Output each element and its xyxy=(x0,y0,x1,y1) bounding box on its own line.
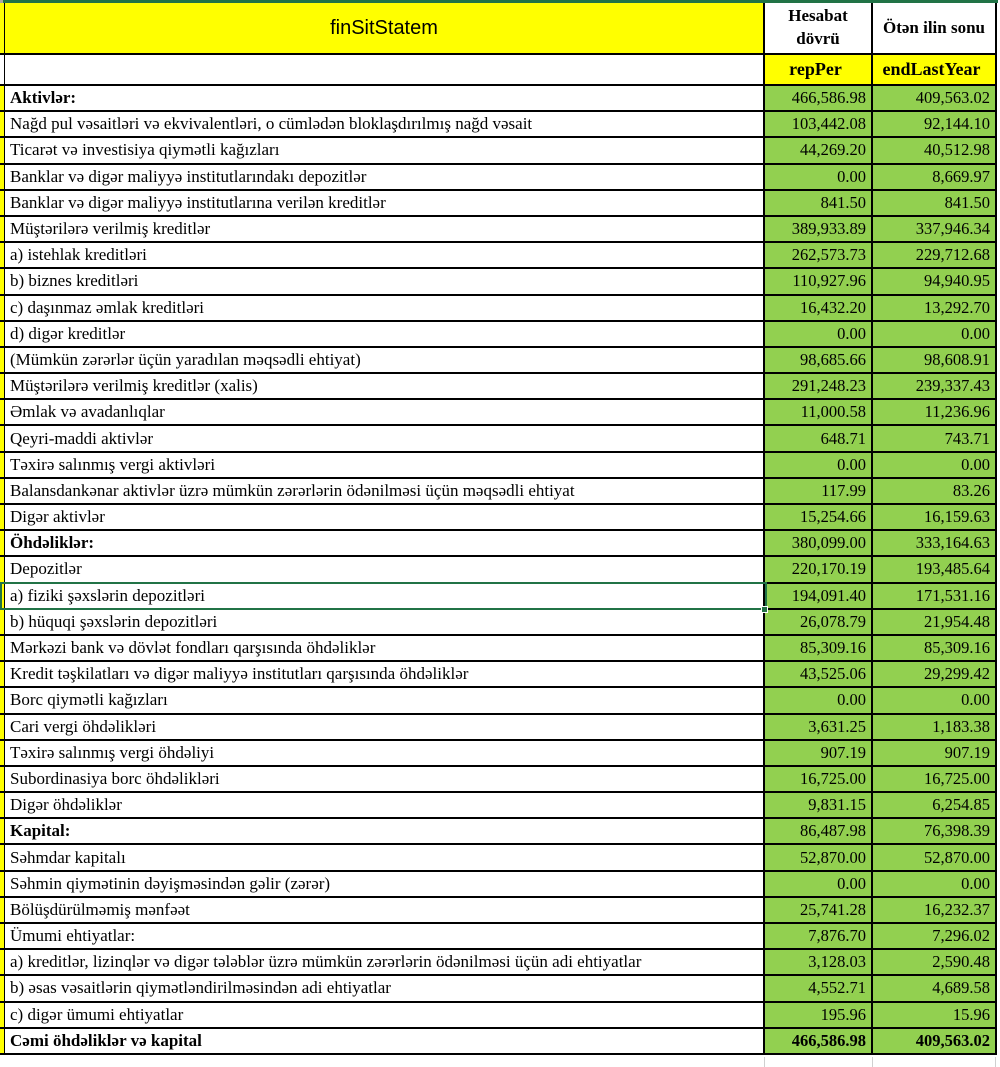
row-label-cell[interactable]: Öhdəliklər: xyxy=(5,531,765,555)
reporting-period-value-cell[interactable]: 389,933.89 xyxy=(765,217,873,241)
reporting-period-value-cell[interactable]: 841.50 xyxy=(765,191,873,215)
reporting-period-value-cell[interactable]: 11,000.58 xyxy=(765,400,873,424)
table-row xyxy=(0,374,997,400)
reporting-period-value-cell[interactable]: 466,586.98 xyxy=(765,86,873,110)
table-row xyxy=(0,976,997,1002)
end-last-year-value-cell[interactable]: 21,954.48 xyxy=(873,610,997,634)
reporting-period-value-cell[interactable]: 0.00 xyxy=(765,322,873,346)
reporting-period-value-cell[interactable]: 648.71 xyxy=(765,426,873,450)
reporting-period-value-cell[interactable]: 26,078.79 xyxy=(765,610,873,634)
end-last-year-value-cell[interactable]: 229,712.68 xyxy=(873,243,997,267)
end-last-year-value-cell[interactable]: 0.00 xyxy=(873,688,997,712)
table-row xyxy=(0,1003,997,1029)
end-last-year-value-cell[interactable]: 2,590.48 xyxy=(873,950,997,974)
reporting-period-value-cell[interactable]: 98,685.66 xyxy=(765,348,873,372)
end-last-year-value-cell[interactable]: 409,563.02 xyxy=(873,1029,997,1053)
row-label-cell[interactable]: Banklar və digər maliyyə institutlarındakı depozitlər xyxy=(5,165,765,189)
reporting-period-value-cell[interactable]: 52,870.00 xyxy=(765,845,873,869)
reporting-period-value-cell[interactable]: 3,128.03 xyxy=(765,950,873,974)
row-label-cell[interactable]: Banklar və digər maliyyə institutlarına verilən kreditlər xyxy=(5,191,765,215)
row-label-cell[interactable]: Aktivlər: xyxy=(5,86,765,110)
table-row xyxy=(0,191,997,217)
reporting-period-value-cell[interactable]: 194,091.40 xyxy=(765,584,873,608)
end-last-year-value-cell[interactable]: 841.50 xyxy=(873,191,997,215)
table-row xyxy=(0,819,997,845)
end-last-year-value-cell[interactable]: 0.00 xyxy=(873,453,997,477)
table-row xyxy=(0,426,997,452)
end-last-year-value-cell[interactable]: 0.00 xyxy=(873,322,997,346)
row-label-cell[interactable]: Cari vergi öhdəlikləri xyxy=(5,715,765,739)
end-last-year-value-cell[interactable]: 743.71 xyxy=(873,426,997,450)
table-row xyxy=(0,636,997,662)
gridline xyxy=(995,1057,996,1067)
end-last-year-value-cell[interactable]: 98,608.91 xyxy=(873,348,997,372)
table-row xyxy=(0,924,997,950)
end-last-year-value-cell[interactable]: 7,296.02 xyxy=(873,924,997,948)
table-row xyxy=(0,872,997,898)
table-row xyxy=(0,165,997,191)
table-row xyxy=(0,950,997,976)
row-label-cell[interactable]: Qeyri-maddi aktivlər xyxy=(5,426,765,450)
table-title: finSitStatem xyxy=(330,16,438,39)
table-row xyxy=(0,688,997,714)
reporting-period-value-cell[interactable]: 291,248.23 xyxy=(765,374,873,398)
code-header-end-last-year[interactable]: endLastYear xyxy=(873,55,997,84)
header-row xyxy=(0,3,997,55)
col-header-end-last-year[interactable]: Ötən ilin sonu xyxy=(873,3,997,53)
table-row xyxy=(0,898,997,924)
reporting-period-value-cell[interactable]: 0.00 xyxy=(765,872,873,896)
row-label-cell[interactable]: Digər aktivlər xyxy=(5,505,765,529)
table-row xyxy=(0,479,997,505)
reporting-period-value-cell[interactable]: 0.00 xyxy=(765,688,873,712)
table-row xyxy=(0,322,997,348)
row-label-cell[interactable]: (Mümkün zərərlər üçün yaradılan məqsədli ehtiyat) xyxy=(5,348,765,372)
row-label-cell[interactable]: a) kreditlər, lizinqlər və digər tələblər üzrə mümkün zərərlərin ödənilməsi üçün adi ehtiyatlar xyxy=(5,950,765,974)
row-label-cell[interactable]: Təxirə salınmış vergi öhdəliyi xyxy=(5,741,765,765)
table-row xyxy=(0,217,997,243)
reporting-period-value-cell[interactable]: 380,099.00 xyxy=(765,531,873,555)
end-last-year-value-cell[interactable]: 239,337.43 xyxy=(873,374,997,398)
col-header-reporting-period[interactable]: Hesabat dövrü xyxy=(765,3,873,53)
reporting-period-value-cell[interactable]: 15,254.66 xyxy=(765,505,873,529)
end-last-year-value-cell[interactable]: 15.96 xyxy=(873,1003,997,1027)
row-label-cell[interactable]: Cəmi öhdəliklər və kapital xyxy=(5,1029,765,1053)
end-last-year-value-cell[interactable]: 16,232.37 xyxy=(873,898,997,922)
table-row xyxy=(0,715,997,741)
table-row xyxy=(0,269,997,295)
reporting-period-value-cell[interactable]: 7,876.70 xyxy=(765,924,873,948)
reporting-period-value-cell[interactable]: 44,269.20 xyxy=(765,138,873,162)
row-label-cell[interactable]: Bölüşdürülməmiş mənfəət xyxy=(5,898,765,922)
table-row xyxy=(0,584,997,610)
row-label-cell[interactable]: Ticarət və investisiya qiymətli kağızları xyxy=(5,138,765,162)
end-last-year-value-cell[interactable]: 92,144.10 xyxy=(873,112,997,136)
row-label-cell[interactable]: Əmlak və avadanlıqlar xyxy=(5,400,765,424)
table-row xyxy=(0,348,997,374)
row-label-cell[interactable]: b) biznes kreditləri xyxy=(5,269,765,293)
row-label-cell[interactable]: Səhmin qiymətinin dəyişməsindən gəlir (zərər) xyxy=(5,872,765,896)
table-row xyxy=(0,793,997,819)
rows-container xyxy=(0,86,997,1055)
table-row xyxy=(0,662,997,688)
end-last-year-value-cell[interactable]: 333,164.63 xyxy=(873,531,997,555)
code-header-row xyxy=(0,55,997,86)
row-label-cell[interactable]: Müştərilərə verilmiş kreditlər xyxy=(5,217,765,241)
table-row xyxy=(0,86,997,112)
row-label-cell[interactable]: a) istehlak kreditləri xyxy=(5,243,765,267)
row-label-cell[interactable]: a) fiziki şəxslərin depozitləri xyxy=(5,584,765,608)
reporting-period-value-cell[interactable]: 0.00 xyxy=(765,165,873,189)
end-last-year-value-cell[interactable]: 85,309.16 xyxy=(873,636,997,660)
empty-cell[interactable] xyxy=(5,55,765,84)
table-row xyxy=(0,845,997,871)
end-last-year-value-cell[interactable]: 76,398.39 xyxy=(873,819,997,843)
row-label-cell[interactable]: c) daşınmaz əmlak kreditləri xyxy=(5,296,765,320)
end-last-year-value-cell[interactable]: 8,669.97 xyxy=(873,165,997,189)
row-label-cell[interactable]: Müştərilərə verilmiş kreditlər (xalis) xyxy=(5,374,765,398)
financial-statement-table xyxy=(0,3,997,1055)
reporting-period-value-cell[interactable]: 43,525.06 xyxy=(765,662,873,686)
row-label-cell[interactable]: d) digər kreditlər xyxy=(5,322,765,346)
end-last-year-value-cell[interactable]: 40,512.98 xyxy=(873,138,997,162)
gridline xyxy=(872,1057,873,1067)
table-row xyxy=(0,112,997,138)
reporting-period-value-cell[interactable]: 110,927.96 xyxy=(765,269,873,293)
end-last-year-value-cell[interactable]: 4,689.58 xyxy=(873,976,997,1000)
reporting-period-value-cell[interactable]: 25,741.28 xyxy=(765,898,873,922)
row-label-cell[interactable]: Borc qiymətli kağızları xyxy=(5,688,765,712)
table-row xyxy=(0,243,997,269)
row-label-cell[interactable]: c) digər ümumi ehtiyatlar xyxy=(5,1003,765,1027)
end-last-year-value-cell[interactable]: 16,725.00 xyxy=(873,767,997,791)
reporting-period-value-cell[interactable]: 0.00 xyxy=(765,453,873,477)
table-row xyxy=(0,1029,997,1055)
end-last-year-value-cell[interactable]: 907.19 xyxy=(873,741,997,765)
row-label-cell[interactable]: Balansdankənar aktivlər üzrə mümkün zərərlərin ödənilməsi üçün məqsədli ehtiyat xyxy=(5,479,765,503)
row-label-cell[interactable]: Digər öhdəliklər xyxy=(5,793,765,817)
table-row xyxy=(0,531,997,557)
row-label-cell[interactable]: Kredit təşkilatları və digər maliyyə institutları qarşısında öhdəliklər xyxy=(5,662,765,686)
table-row xyxy=(0,610,997,636)
end-last-year-value-cell[interactable]: 11,236.96 xyxy=(873,400,997,424)
end-last-year-value-cell[interactable]: 94,940.95 xyxy=(873,269,997,293)
row-label-cell[interactable]: Ümumi ehtiyatlar: xyxy=(5,924,765,948)
reporting-period-value-cell[interactable]: 4,552.71 xyxy=(765,976,873,1000)
table-row xyxy=(0,557,997,583)
table-row xyxy=(0,505,997,531)
end-last-year-value-cell[interactable]: 16,159.63 xyxy=(873,505,997,529)
reporting-period-value-cell[interactable]: 103,442.08 xyxy=(765,112,873,136)
table-row xyxy=(0,453,997,479)
row-label-cell[interactable]: Mərkəzi bank və dövlət fondları qarşısında öhdəliklər xyxy=(5,636,765,660)
row-label-cell[interactable]: b) hüquqi şəxslərin depozitləri xyxy=(5,610,765,634)
table-row xyxy=(0,741,997,767)
row-label-cell[interactable]: Səhmdar kapitalı xyxy=(5,845,765,869)
end-last-year-value-cell[interactable]: 29,299.42 xyxy=(873,662,997,686)
end-last-year-value-cell[interactable]: 83.26 xyxy=(873,479,997,503)
end-last-year-value-cell[interactable]: 171,531.16 xyxy=(873,584,997,608)
end-last-year-value-cell[interactable]: 409,563.02 xyxy=(873,86,997,110)
table-title-cell[interactable] xyxy=(5,3,765,53)
row-label-cell[interactable]: Subordinasiya borc öhdəlikləri xyxy=(5,767,765,791)
reporting-period-value-cell[interactable]: 85,309.16 xyxy=(765,636,873,660)
row-label-cell[interactable]: Nağd pul vəsaitləri və ekvivalentləri, o cümlədən bloklaşdırılmış nağd vəsait xyxy=(5,112,765,136)
row-label-cell[interactable]: Depozitlər xyxy=(5,557,765,581)
row-label-cell[interactable]: Kapital: xyxy=(5,819,765,843)
reporting-period-value-cell[interactable]: 907.19 xyxy=(765,741,873,765)
table-row xyxy=(0,400,997,426)
reporting-period-value-cell[interactable]: 220,170.19 xyxy=(765,557,873,581)
end-last-year-value-cell[interactable]: 337,946.34 xyxy=(873,217,997,241)
reporting-period-value-cell[interactable]: 466,586.98 xyxy=(765,1029,873,1053)
reporting-period-value-cell[interactable]: 117.99 xyxy=(765,479,873,503)
row-label-cell[interactable]: b) əsas vəsaitlərin qiymətləndirilməsindən adi ehtiyatlar xyxy=(5,976,765,1000)
code-header-reporting-period[interactable]: repPer xyxy=(765,55,873,84)
end-last-year-value-cell[interactable]: 1,183.38 xyxy=(873,715,997,739)
reporting-period-value-cell[interactable]: 9,831.15 xyxy=(765,793,873,817)
end-last-year-value-cell[interactable]: 52,870.00 xyxy=(873,845,997,869)
row-label-cell[interactable]: Təxirə salınmış vergi aktivləri xyxy=(5,453,765,477)
end-last-year-value-cell[interactable]: 13,292.70 xyxy=(873,296,997,320)
end-last-year-value-cell[interactable]: 193,485.64 xyxy=(873,557,997,581)
gridline xyxy=(764,1057,765,1067)
reporting-period-value-cell[interactable]: 86,487.98 xyxy=(765,819,873,843)
end-last-year-value-cell[interactable]: 6,254.85 xyxy=(873,793,997,817)
end-last-year-value-cell[interactable]: 0.00 xyxy=(873,872,997,896)
table-row xyxy=(0,296,997,322)
reporting-period-value-cell[interactable]: 16,432.20 xyxy=(765,296,873,320)
table-row xyxy=(0,138,997,164)
reporting-period-value-cell[interactable]: 262,573.73 xyxy=(765,243,873,267)
reporting-period-value-cell[interactable]: 195.96 xyxy=(765,1003,873,1027)
reporting-period-value-cell[interactable]: 16,725.00 xyxy=(765,767,873,791)
reporting-period-value-cell[interactable]: 3,631.25 xyxy=(765,715,873,739)
table-row xyxy=(0,767,997,793)
